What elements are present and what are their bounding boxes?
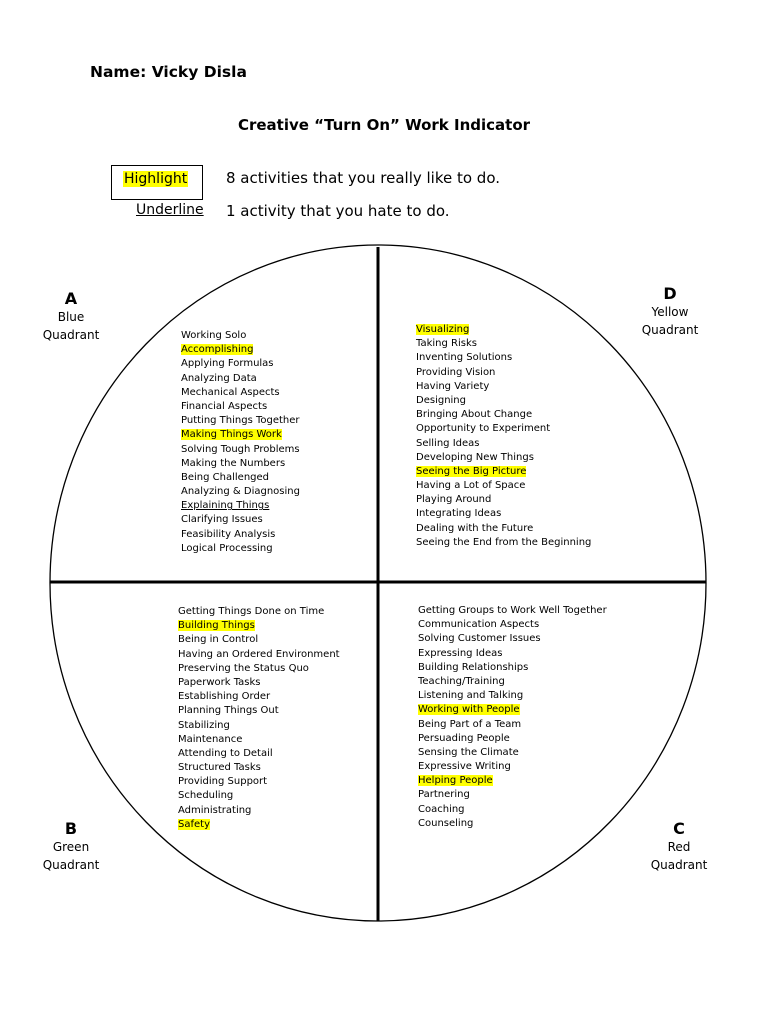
- activity-item: [418, 803, 607, 817]
- activity-item: [418, 703, 607, 717]
- activity-item: [178, 619, 340, 633]
- activity-item: [418, 746, 607, 760]
- highlight-legend-text: 8 activities that you really like to do.: [226, 169, 501, 187]
- activity-item: [181, 499, 300, 513]
- activity-item: [181, 357, 300, 371]
- activity-item: [181, 457, 300, 471]
- activity-item: [178, 648, 340, 662]
- activity-item: [181, 513, 300, 527]
- activity-text: Playing Around: [416, 494, 492, 506]
- activity-text: Counseling: [418, 817, 474, 829]
- activity-text: Having Variety: [416, 380, 490, 392]
- activity-text: Having an Ordered Environment: [178, 648, 340, 660]
- activity-item: [416, 451, 591, 465]
- activity-text: Solving Customer Issues: [418, 633, 541, 645]
- activity-text: Teaching/Training: [418, 675, 505, 687]
- activity-text: Building Things: [178, 620, 255, 632]
- activity-item: [416, 493, 591, 507]
- activity-text: Accomplishing: [181, 344, 254, 356]
- activity-item: [416, 437, 591, 451]
- highlight-legend-label: Highlight: [124, 171, 188, 187]
- activity-text: Solving Tough Problems: [181, 443, 300, 455]
- activity-text: Stabilizing: [178, 719, 230, 731]
- activity-item: [181, 428, 300, 442]
- activity-text: Establishing Order: [178, 691, 271, 703]
- activity-text: Being Part of a Team: [418, 718, 522, 730]
- activity-text: Planning Things Out: [178, 705, 279, 717]
- activity-item: [416, 522, 591, 536]
- activity-item: [181, 528, 300, 542]
- activity-item: [418, 732, 607, 746]
- activity-text: Getting Groups to Work Well Together: [418, 605, 607, 616]
- quadrant-a-activities: [181, 329, 300, 556]
- activity-item: [181, 471, 300, 485]
- activity-item: [181, 443, 300, 457]
- activity-item: [181, 329, 300, 343]
- activity-text: Getting Things Done on Time: [178, 606, 325, 617]
- activity-text: Analyzing Data: [181, 372, 257, 384]
- activity-item: [416, 465, 591, 479]
- activity-item: [178, 704, 340, 718]
- activity-text: Selling Ideas: [416, 437, 480, 449]
- activity-item: [178, 775, 340, 789]
- activity-text: Mechanical Aspects: [181, 386, 280, 398]
- activity-text: Expressing Ideas: [418, 647, 503, 659]
- underline-legend-text: 1 activity that you hate to do.: [226, 202, 450, 220]
- activity-item: [178, 804, 340, 818]
- quadrant-a-name: Blue Quadrant: [42, 310, 100, 342]
- activity-text: Bringing About Change: [416, 409, 533, 421]
- activity-text: Working with People: [418, 704, 520, 716]
- activity-text: Providing Vision: [416, 366, 496, 378]
- activity-item: [416, 323, 591, 337]
- activity-item: [418, 661, 607, 675]
- quadrant-d-label: [635, 284, 705, 339]
- activity-text: Analyzing & Diagnosing: [181, 486, 300, 498]
- activity-item: [178, 789, 340, 803]
- activity-item: [181, 372, 300, 386]
- activity-item: [418, 718, 607, 732]
- activity-text: Maintenance: [178, 733, 243, 745]
- activity-item: [178, 690, 340, 704]
- activity-text: Being Challenged: [181, 471, 269, 483]
- activity-text: Developing New Things: [416, 451, 534, 463]
- activity-text: Being in Control: [178, 634, 259, 646]
- activity-text: Preserving the Status Quo: [178, 662, 309, 674]
- activity-text: Logical Processing: [181, 542, 273, 554]
- activity-text: Applying Formulas: [181, 358, 274, 370]
- student-name: Name: Vicky Disla: [90, 63, 247, 81]
- activity-item: [416, 408, 591, 422]
- quadrant-b-label: [36, 819, 106, 874]
- activity-text: Seeing the End from the Beginning: [416, 536, 592, 548]
- quadrant-c-name: Red Quadrant: [650, 840, 708, 872]
- activity-item: [418, 788, 607, 802]
- activity-text: Opportunity to Experiment: [416, 423, 551, 435]
- activity-text: Persuading People: [418, 732, 510, 744]
- activity-item: [178, 662, 340, 676]
- activity-item: [416, 422, 591, 436]
- activity-item: [416, 337, 591, 351]
- quadrant-d-name: Yellow Quadrant: [641, 305, 699, 337]
- quadrant-d-activities: [416, 323, 591, 550]
- activity-text: Providing Support: [178, 776, 268, 788]
- activity-text: Coaching: [418, 803, 465, 815]
- activity-item: [418, 675, 607, 689]
- activity-item: [181, 386, 300, 400]
- activity-text: Explaining Things: [181, 500, 270, 512]
- quadrant-b-activities: [178, 605, 340, 832]
- activity-item: [418, 632, 607, 646]
- quadrant-d-letter: D: [663, 284, 677, 303]
- activity-item: [178, 719, 340, 733]
- page-title: Creative “Turn On” Work Indicator: [237, 116, 531, 134]
- activity-text: Designing: [416, 394, 466, 406]
- activity-item: [416, 351, 591, 365]
- activity-item: [416, 507, 591, 521]
- activity-item: [418, 760, 607, 774]
- activity-text: Sensing the Climate: [418, 746, 519, 758]
- activity-item: [416, 394, 591, 408]
- activity-text: Scheduling: [178, 790, 234, 802]
- activity-item: [181, 400, 300, 414]
- activity-text: Making the Numbers: [181, 457, 286, 469]
- activity-text: Partnering: [418, 789, 470, 801]
- quadrant-b-name: Green Quadrant: [42, 840, 100, 872]
- activity-item: [418, 604, 607, 618]
- activity-text: Feasibility Analysis: [181, 528, 276, 540]
- activity-text: Helping People: [418, 775, 493, 787]
- activity-text: Expressive Writing: [418, 761, 511, 773]
- activity-item: [416, 366, 591, 380]
- activity-text: Financial Aspects: [181, 400, 268, 412]
- activity-text: Paperwork Tasks: [178, 676, 261, 688]
- activity-text: Administrating: [178, 804, 252, 816]
- quadrant-a-letter: A: [64, 289, 78, 308]
- activity-text: Integrating Ideas: [416, 508, 502, 520]
- activity-item: [418, 647, 607, 661]
- activity-item: [178, 633, 340, 647]
- activity-text: Working Solo: [181, 330, 247, 341]
- activity-item: [181, 343, 300, 357]
- activity-text: Seeing the Big Picture: [416, 465, 527, 477]
- activity-item: [181, 414, 300, 428]
- activity-text: Building Relationships: [418, 661, 529, 673]
- activity-text: Taking Risks: [416, 338, 477, 350]
- activity-item: [418, 689, 607, 703]
- activity-text: Safety: [178, 818, 210, 830]
- activity-item: [416, 479, 591, 493]
- activity-item: [416, 536, 591, 550]
- quadrant-b-letter: B: [64, 819, 78, 838]
- quadrant-c-activities: [418, 604, 607, 831]
- activity-text: Attending to Detail: [178, 747, 273, 759]
- activity-item: [178, 761, 340, 775]
- activity-item: [418, 618, 607, 632]
- activity-text: Putting Things Together: [181, 415, 300, 427]
- activity-item: [181, 542, 300, 556]
- activity-item: [178, 818, 340, 832]
- activity-text: Structured Tasks: [178, 762, 261, 774]
- activity-item: [178, 733, 340, 747]
- activity-text: Clarifying Issues: [181, 514, 263, 526]
- activity-item: [178, 747, 340, 761]
- activity-item: [418, 774, 607, 788]
- quadrant-a-label: [36, 289, 106, 344]
- activity-text: Making Things Work: [181, 429, 282, 441]
- activity-text: Dealing with the Future: [416, 522, 534, 534]
- activity-item: [418, 817, 607, 831]
- activity-item: [178, 605, 340, 619]
- quadrant-c-letter: C: [673, 819, 685, 838]
- activity-text: Listening and Talking: [418, 690, 524, 702]
- activity-item: [416, 380, 591, 394]
- activity-text: Inventing Solutions: [416, 352, 513, 364]
- activity-text: Having a Lot of Space: [416, 480, 526, 492]
- activity-item: [178, 676, 340, 690]
- activity-text: Visualizing: [416, 324, 470, 335]
- activity-text: Communication Aspects: [418, 619, 540, 631]
- underline-legend-label: Underline: [136, 202, 204, 218]
- quadrant-c-label: [644, 819, 714, 874]
- activity-item: [181, 485, 300, 499]
